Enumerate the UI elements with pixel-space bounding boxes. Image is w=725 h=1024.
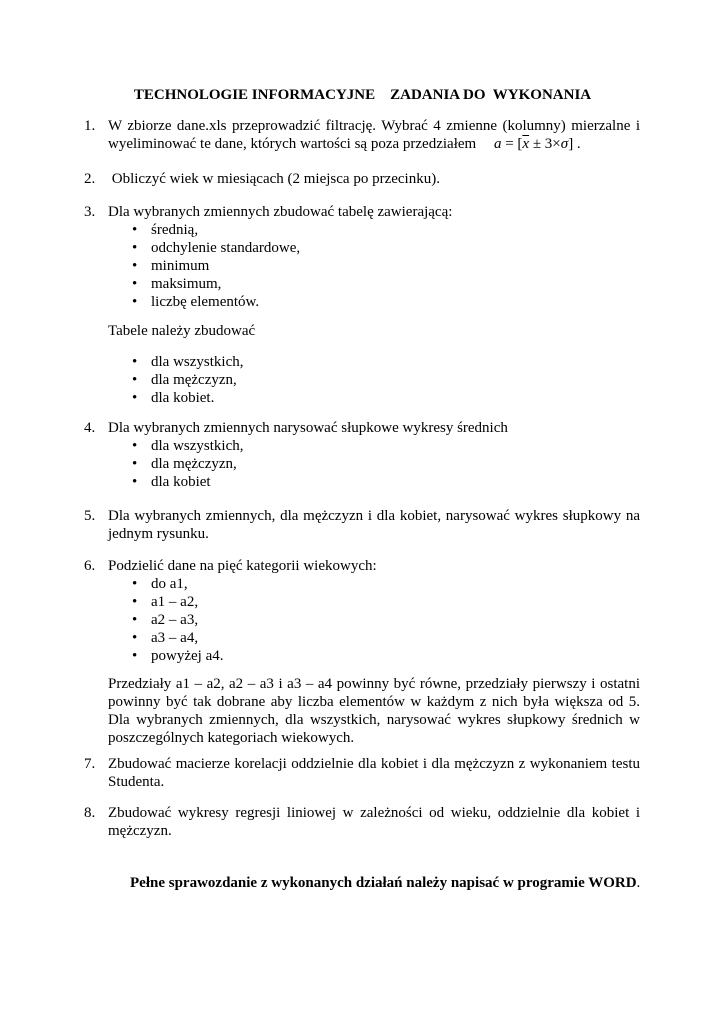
report-note: Pełne sprawozdanie z wykonanych działań należy napisać w programie WORD. [130, 875, 641, 891]
task-number: 3. [84, 204, 96, 220]
bullet-list [108, 221, 640, 311]
task-2 [84, 170, 640, 188]
task-text: Dla wybranych zmiennych narysować słupkowe wykresy średnich [108, 420, 508, 436]
list-item: • a2 – a3, [132, 612, 199, 628]
list-item: • odchylenie standardowe, [132, 240, 301, 256]
task-text: Zbudować macierze korelacji oddzielnie dla kobiet i dla mężczyzn z wykonaniem testu Studenta. [108, 756, 640, 790]
bullet-icon: • [132, 594, 138, 610]
bullet-icon: • [132, 456, 138, 472]
bullet-list [108, 353, 640, 407]
task-8 [84, 804, 640, 840]
list-item: • powyżej a4. [132, 648, 224, 664]
bullet-icon: • [132, 222, 138, 238]
bullet-icon: • [132, 276, 138, 292]
task-7 [84, 755, 640, 791]
task-subtext: Przedziały a1 – a2, a2 – a3 i a3 – a4 powinny być równe, przedziały pierwszy i ostatni powinny być tak dobrane aby liczba elementów w każdym z nich była większa od 5. Dla wybranych zmiennych, dla wszystkich, narysować wykres słupkowy średnich w poszczególnych kategoriach wiekowych. [108, 676, 640, 746]
list-item: • dla wszystkich, [132, 354, 244, 370]
bullet-icon: • [132, 258, 138, 274]
list-item: • do a1, [132, 576, 188, 592]
task-number: 5. [84, 508, 96, 524]
list-item: • dla kobiet [132, 474, 211, 490]
task-subtext: Tabele należy zbudować [108, 323, 256, 339]
task-number: 2. [84, 171, 96, 187]
bullet-icon: • [132, 474, 138, 490]
bullet-icon: • [132, 294, 138, 310]
interval-formula: $a = [\overline{x} \pm 3\times\sigma]$ . [493, 136, 581, 152]
bullet-icon: • [132, 648, 138, 664]
bullet-icon: • [132, 390, 138, 406]
list-item: • a1 – a2, [132, 594, 199, 610]
task-text: Podzielić dane na pięć kategorii wiekowych: [108, 558, 377, 574]
task-text-line-2 [108, 135, 640, 153]
list-item: • a3 – a4, [132, 630, 199, 646]
bullet-icon: • [132, 240, 138, 256]
bullet-icon: • [132, 438, 138, 454]
task-text: wyeliminować te dane, których wartości są poza przedziałem [108, 136, 477, 152]
task-number: 4. [84, 420, 96, 436]
list-item: • liczbę elementów. [132, 294, 260, 310]
bullet-icon: • [132, 612, 138, 628]
task-number: 1. [84, 118, 96, 134]
task-text: W zbiorze dane.xls przeprowadzić filtrację. Wybrać 4 zmienne (kolumny) mierzalne i [108, 118, 640, 134]
task-4 [84, 419, 640, 491]
list-item: • maksimum, [132, 276, 222, 292]
bullet-icon: • [132, 372, 138, 388]
list-item: • dla wszystkich, [132, 438, 244, 454]
bullet-list [108, 437, 640, 491]
task-5 [84, 507, 640, 543]
list-item: • średnią, [132, 222, 199, 238]
bullet-icon: • [132, 576, 138, 592]
task-number: 6. [84, 558, 96, 574]
list-item: • minimum [132, 258, 210, 274]
list-item: • dla mężczyzn, [132, 456, 237, 472]
task-3 [84, 203, 640, 407]
task-1 [84, 117, 640, 153]
task-number: 8. [84, 805, 96, 821]
task-6 [84, 557, 640, 747]
page-title: TECHNOLOGIE INFORMACYJNE ZADANIA DO WYKONANIA [133, 87, 592, 103]
task-number: 7. [84, 756, 96, 772]
list-item: • dla kobiet. [132, 390, 215, 406]
task-text: Dla wybranych zmiennych zbudować tabelę zawierającą: [108, 204, 453, 220]
task-text: Obliczyć wiek w miesiącach (2 miejsca po przecinku). [108, 171, 440, 187]
task-text: Zbudować wykresy regresji liniowej w zależności od wieku, oddzielnie dla kobiet i mężczyzn. [108, 805, 640, 839]
bullet-icon: • [132, 354, 138, 370]
task-text: Dla wybranych zmiennych, dla mężczyzn i dla kobiet, narysować wykres słupkowy na jednym rysunku. [108, 508, 640, 542]
list-item: • dla mężczyzn, [132, 372, 237, 388]
bullet-list [108, 575, 640, 665]
bullet-icon: • [132, 630, 138, 646]
